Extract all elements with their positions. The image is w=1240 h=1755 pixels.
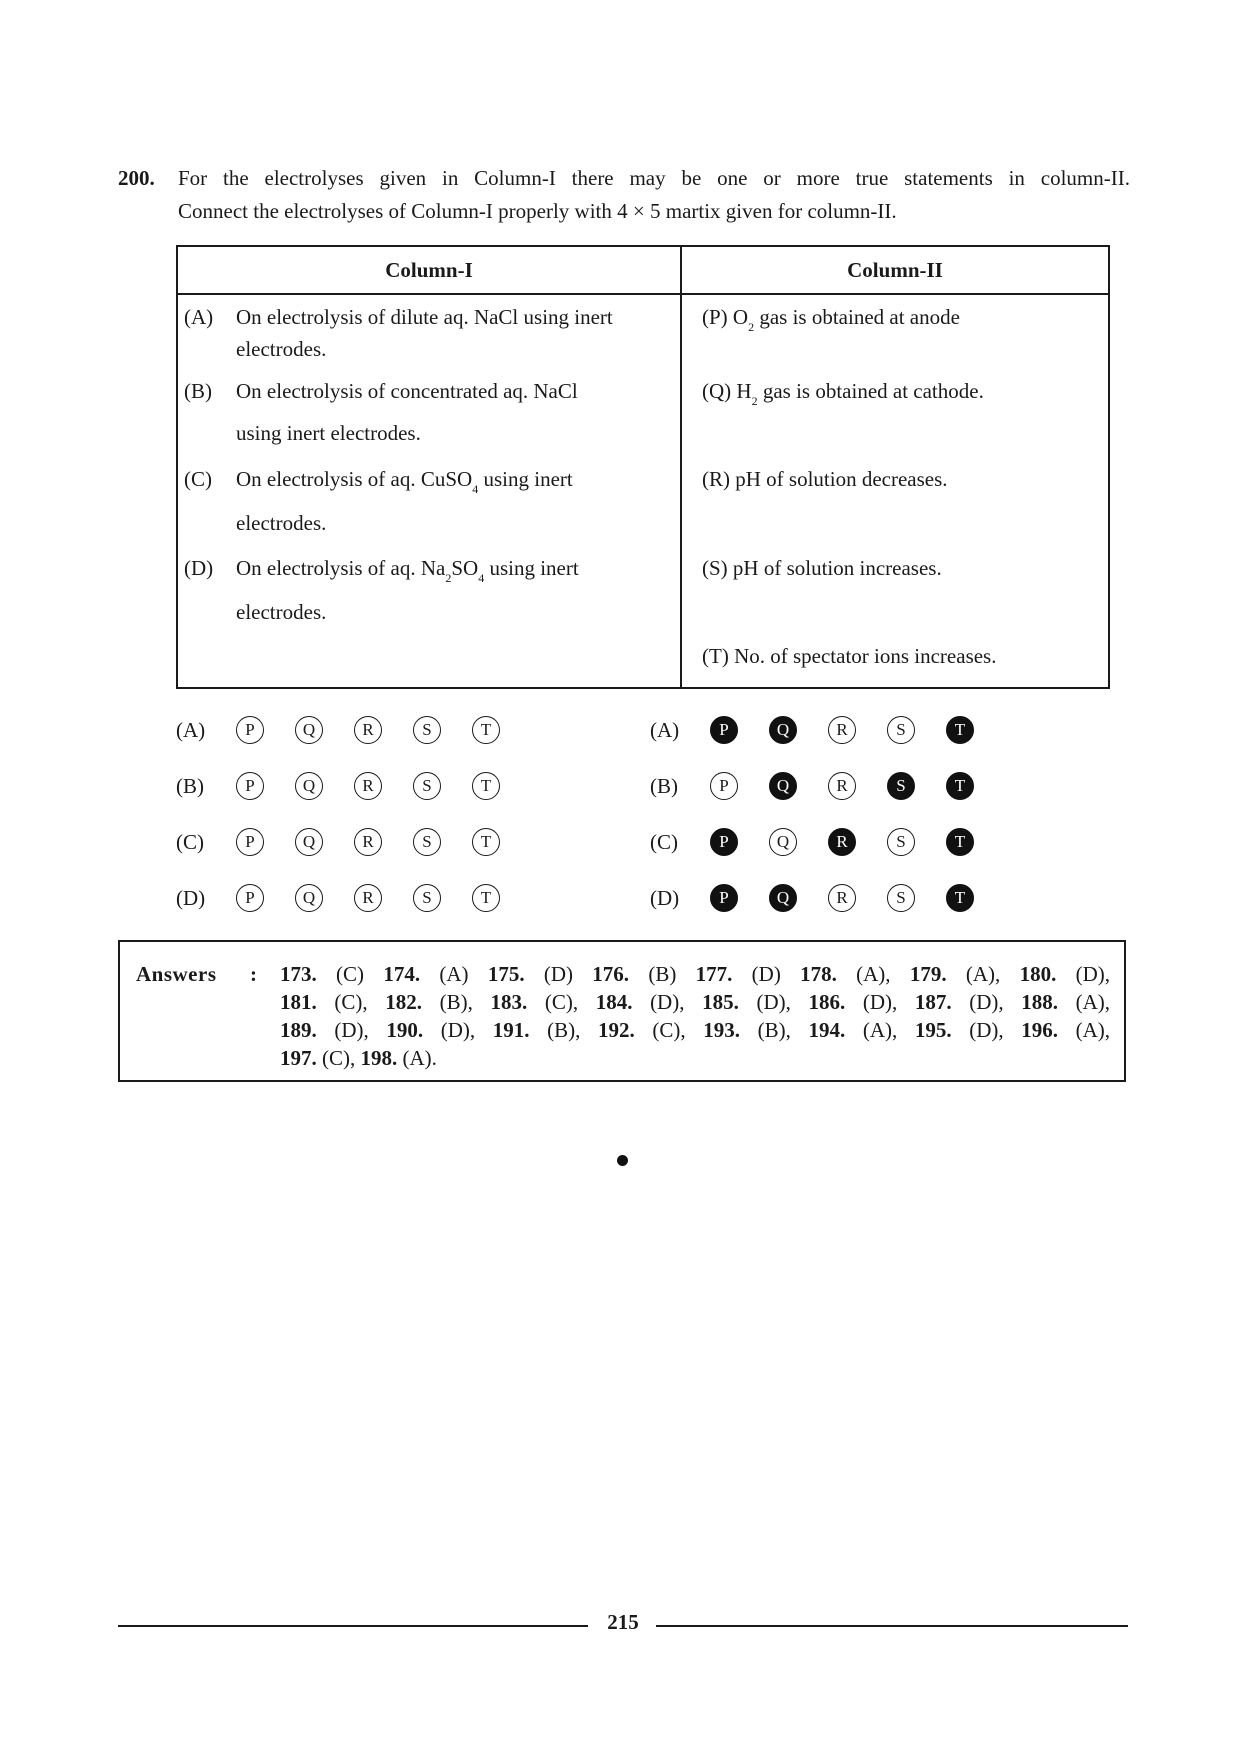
grid-row-b [650,766,1050,806]
grid-row-label: (A) [176,718,206,742]
bubble-q-filled[interactable]: Q [769,772,797,800]
answers-list [280,960,1110,1072]
bubble-s[interactable]: S [413,884,441,912]
bubble-r[interactable]: R [354,884,382,912]
question-text-line1: For the electrolyses given in Column-I there may be one or more true statements in column-II. [178,166,1130,190]
column-2-header: Column-II [681,246,1109,294]
column-2-item-s: (S) pH of solution increases. [702,556,942,580]
column-1-item-b: (B) On electrolysis of concentrated aq. NaCl using inert electrodes. [184,379,578,445]
column-1-item-a: (A) On electrolysis of dilute aq. NaCl using inert electrodes. [184,305,613,361]
grid-row-label: (D) [650,886,680,910]
column-2-item-r: (R) pH of solution decreases. [702,467,948,491]
grid-row-label: (D) [176,886,206,910]
answers-label: Answers [136,962,217,986]
bubble-p[interactable]: P [236,716,264,744]
bubble-t[interactable]: T [472,828,500,856]
answers-line: 197. (C), 198. (A). [280,1046,437,1070]
bubble-p[interactable]: P [236,772,264,800]
bubble-t[interactable]: T [472,716,500,744]
bubble-p-filled[interactable]: P [710,828,738,856]
bubble-t-filled[interactable]: T [946,716,974,744]
bubble-q[interactable]: Q [295,828,323,856]
grid-row-b [176,766,576,806]
column-1-header: Column-I [177,246,681,294]
bubble-p-filled[interactable]: P [710,716,738,744]
grid-row-a [650,710,1050,750]
bubble-q[interactable]: Q [295,884,323,912]
bubble-p[interactable]: P [236,884,264,912]
bubble-r-filled[interactable]: R [828,828,856,856]
grid-row-d [650,878,1050,918]
bubble-t-filled[interactable]: T [946,772,974,800]
grid-row-label: (B) [176,774,204,798]
column-1-item-d: (D) On electrolysis of aq. $Na_2SO_4$ using inert electrodes. [184,556,579,624]
grid-row-label: (B) [650,774,678,798]
footer-rule-right [656,1625,1128,1627]
grid-row-label: (C) [176,830,204,854]
grid-row-label: (A) [650,718,680,742]
bubble-s-filled[interactable]: S [887,772,915,800]
bubble-t-filled[interactable]: T [946,828,974,856]
footer-rule-left [118,1625,588,1627]
answers-colon: : [250,962,257,986]
column-1-cell [177,294,681,688]
bubble-r[interactable]: R [354,716,382,744]
answers-line: 181. (C), 182. (B), 183. (C), 184. (D), 185. (D), 186. (D), 187. (D), 188. (A), [280,990,1111,1014]
bubble-r[interactable]: R [828,716,856,744]
grid-row-a [176,710,576,750]
column-2-item-p: (P) $O_2$ gas is obtained at anode [702,305,960,334]
page-number: 215 [607,1610,639,1634]
bubble-r[interactable]: R [828,772,856,800]
bullet-dot [617,1155,628,1166]
grid-row-c [650,822,1050,862]
column-1-item-c: (C) On electrolysis of aq. CuSO$_4$ using inert electrodes. [184,467,573,535]
bubble-s[interactable]: S [413,828,441,856]
bubble-r[interactable]: R [828,884,856,912]
answers-line: 173. (C) 174. (A) 175. (D) 176. (B) 177. (D) 178. (A), 179. (A), 180. (D), [280,962,1111,986]
bubble-t-filled[interactable]: T [946,884,974,912]
grid-row-d [176,878,576,918]
bubble-q[interactable]: Q [769,828,797,856]
bubble-p-filled[interactable]: P [710,884,738,912]
question-number: 200. [118,166,155,190]
question-text-line2: Connect the electrolyses of Column-I properly with 4 × 5 martix given for column-II. [178,199,897,223]
column-2-cell [681,294,1109,688]
bubble-p[interactable]: P [710,772,738,800]
grid-row-label: (C) [650,830,678,854]
bubble-r[interactable]: R [354,772,382,800]
bubble-s[interactable]: S [413,772,441,800]
bubble-s[interactable]: S [887,716,915,744]
bubble-s[interactable]: S [887,884,915,912]
bubble-t[interactable]: T [472,772,500,800]
bubble-p[interactable]: P [236,828,264,856]
answers-line: 189. (D), 190. (D), 191. (B), 192. (C), 193. (B), 194. (A), 195. (D), 196. (A), [280,1018,1111,1042]
bubble-r[interactable]: R [354,828,382,856]
answers-box [118,940,1126,1082]
bubble-q-filled[interactable]: Q [769,716,797,744]
grid-row-c [176,822,576,862]
bubble-q[interactable]: Q [295,772,323,800]
matching-table [176,245,1110,689]
question-200 [118,162,1130,228]
bubble-t[interactable]: T [472,884,500,912]
column-2-item-q: (Q) $H_2$ gas is obtained at cathode. [702,379,984,408]
bubble-q-filled[interactable]: Q [769,884,797,912]
bubble-s[interactable]: S [413,716,441,744]
bubble-s[interactable]: S [887,828,915,856]
bubble-q[interactable]: Q [295,716,323,744]
column-2-item-t: (T) No. of spectator ions increases. [702,644,997,668]
